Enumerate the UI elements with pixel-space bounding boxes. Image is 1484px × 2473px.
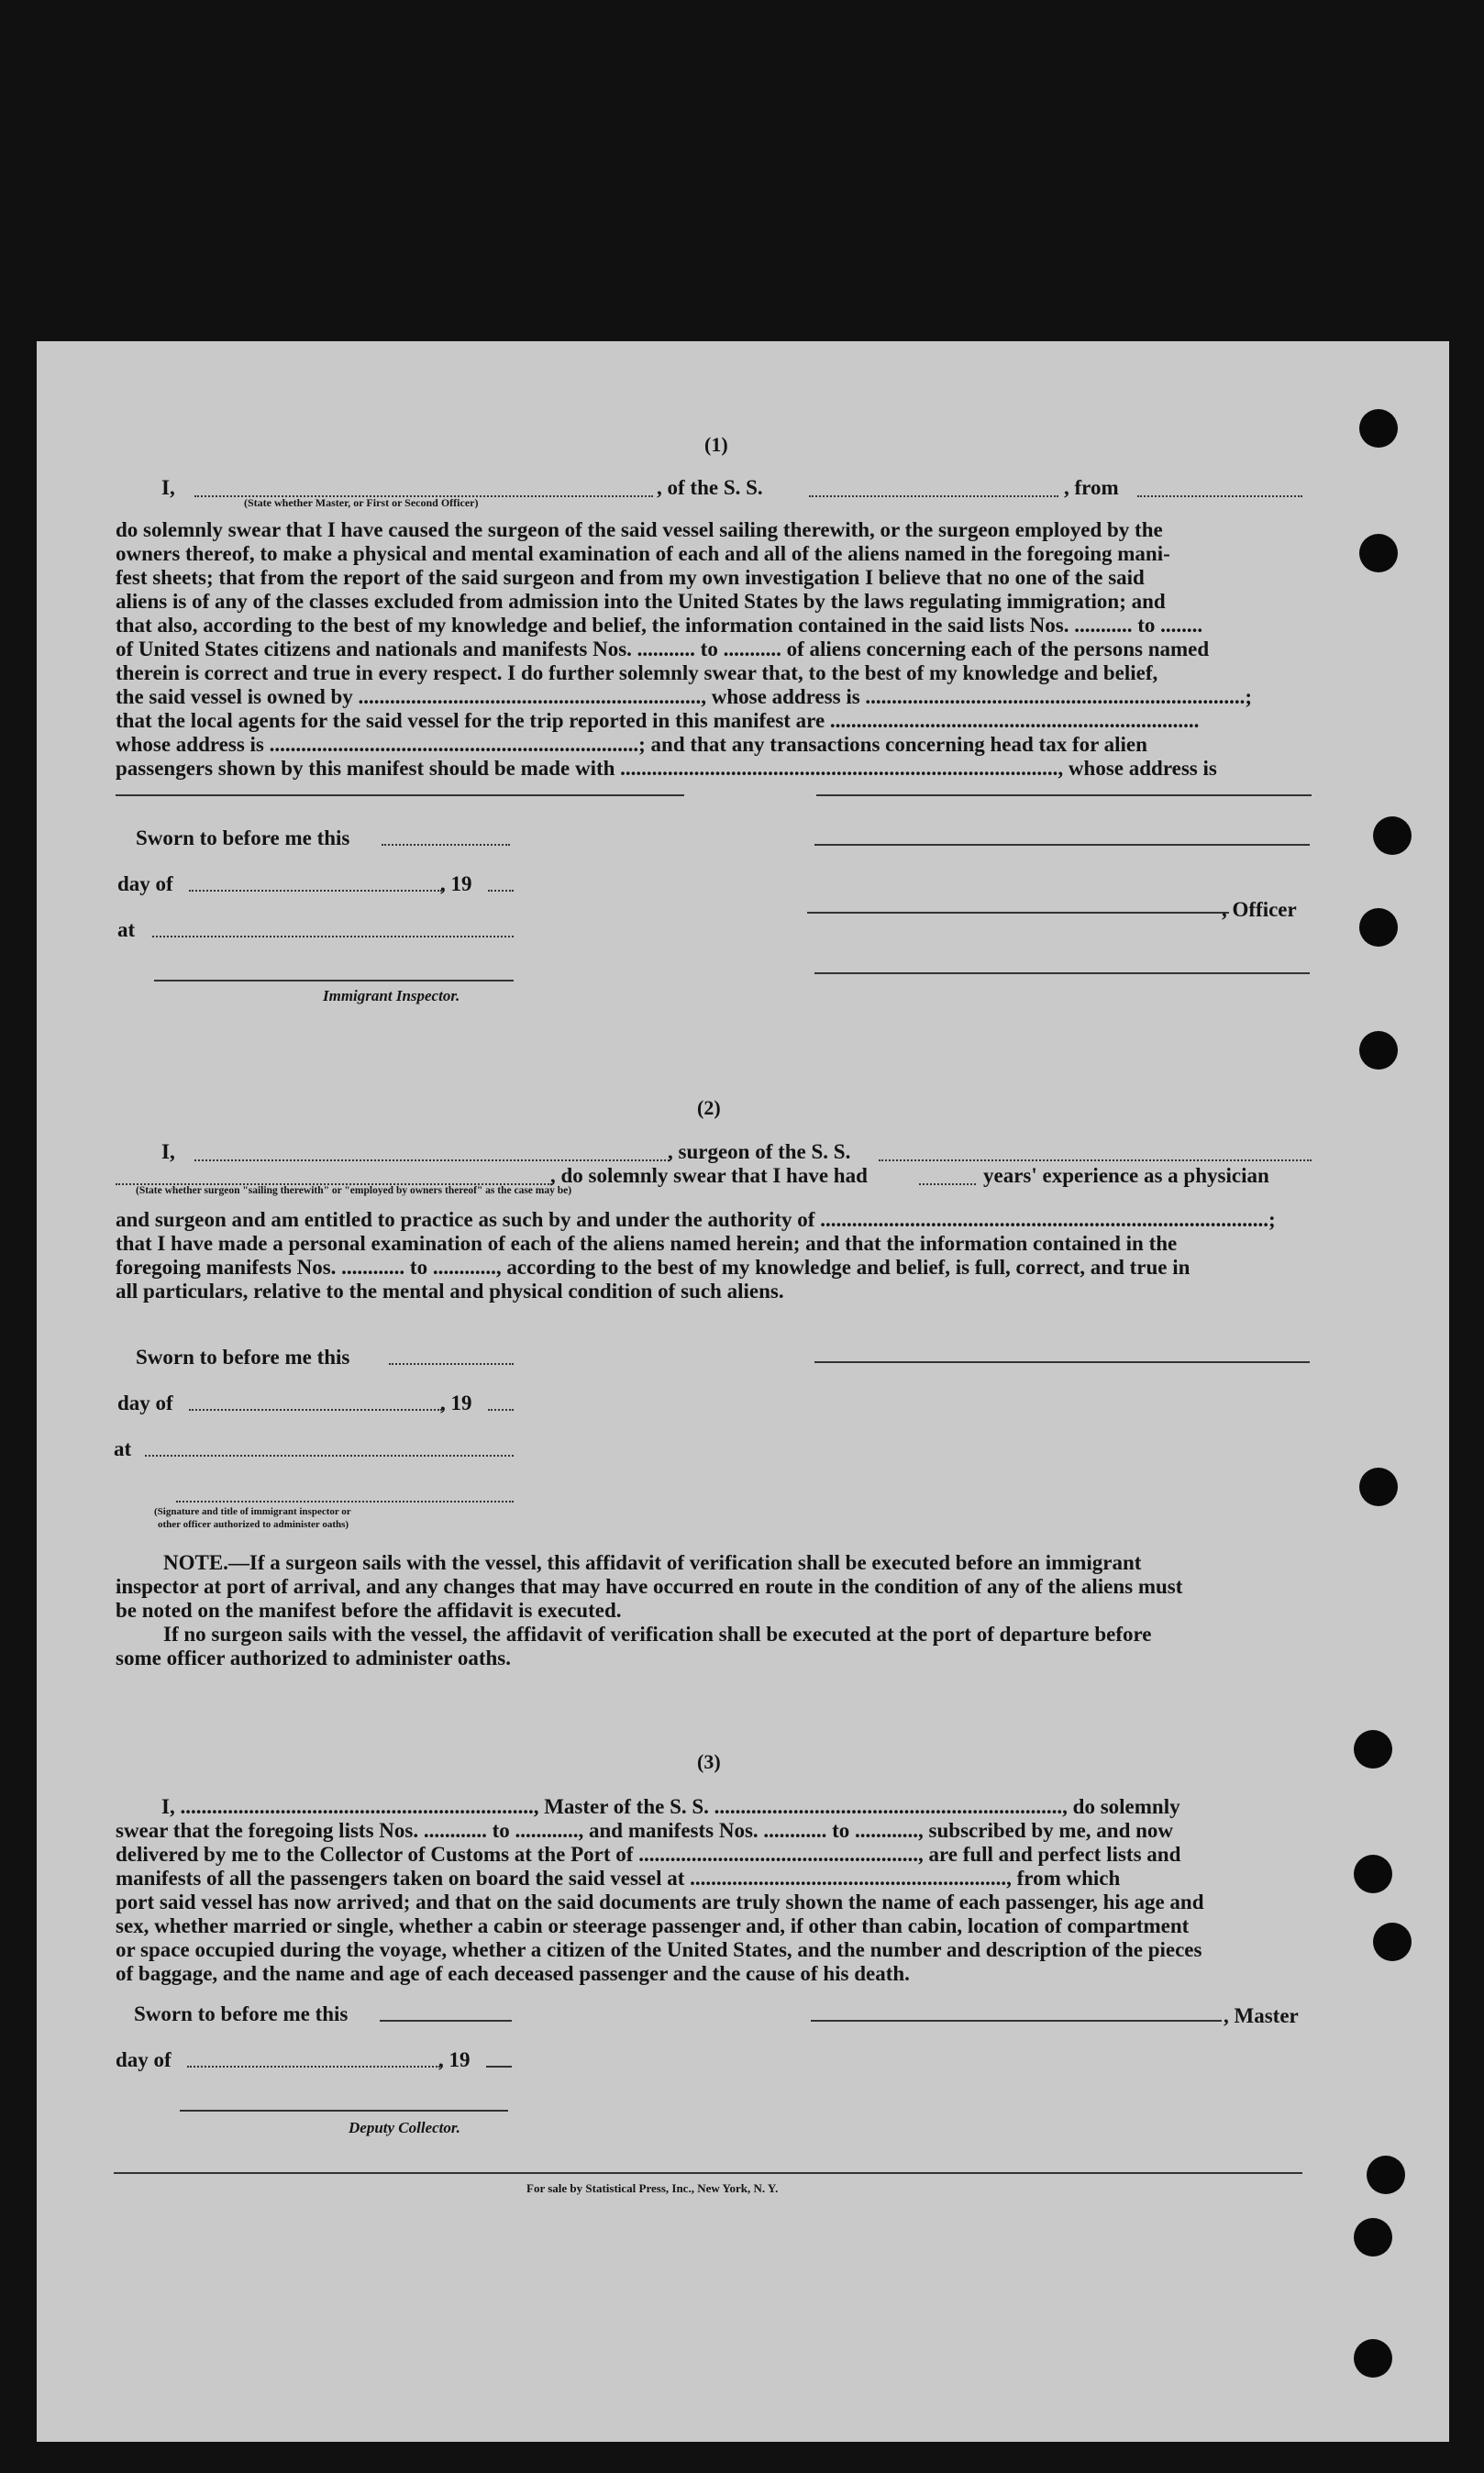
s3-year-label: , 19	[438, 2048, 471, 2071]
section-1-number: (1)	[704, 433, 728, 456]
s3-sworn-label: Sworn to before me this	[134, 2002, 349, 2025]
s1-text-line: the said vessel is owned by ................................................................., whose address is ........................................................................;	[116, 685, 1253, 708]
s1-text-line: do solemnly swear that I have caused the surgeon of the said vessel sailing therewith, or the surgeon employed by the	[116, 518, 1163, 541]
s2-signature-note: other officer authorized to administer oaths)	[158, 1519, 349, 1530]
s1-from-label: , from	[1064, 476, 1119, 499]
s2-sworn-label: Sworn to before me this	[136, 1346, 350, 1369]
printer-imprint: For sale by Statistical Press, Inc., New York, N. Y.	[526, 2181, 779, 2195]
s2-years-field[interactable]	[919, 1183, 976, 1185]
s3-text-line: swear that the foregoing lists Nos. ............ to ............, and manifests Nos. ............ to ............, subscribed by me, and now	[116, 1819, 1174, 1842]
punch-hole	[1354, 2218, 1392, 2257]
s1-day-of-label: day of	[117, 872, 173, 895]
s1-text-line: that the local agents for the said vessel for the trip reported in this manifest are ......................................................................	[116, 709, 1200, 732]
punch-hole	[1359, 534, 1398, 572]
s2-surgeon-signature-line[interactable]	[814, 1361, 1310, 1363]
s1-text-line: that also, according to the best of my knowledge and belief, the information contained in the said lists Nos. ........... to ........	[116, 614, 1203, 637]
s2-surgeon-name-field[interactable]	[194, 1159, 670, 1161]
s1-address-line[interactable]	[116, 794, 684, 796]
s1-text-line: whose address is ......................................................................; and that any transactions concerning head tax for alien	[116, 733, 1147, 756]
s3-text-line: of baggage, and the name and age of each deceased passenger and the cause of his death.	[116, 1962, 910, 1985]
s2-text-line: that I have made a personal examination of each of the aliens named herein; and that the information contained in the	[116, 1232, 1178, 1255]
s2-day-of-label: day of	[117, 1392, 173, 1414]
s2-signature-note: (Signature and title of immigrant inspector or	[154, 1506, 351, 1517]
s1-officer-signature-line-1[interactable]	[814, 844, 1310, 846]
s2-vessel-name-field[interactable]	[879, 1159, 1312, 1161]
s3-deputy-label: Deputy Collector.	[349, 2119, 460, 2136]
s1-at-field[interactable]	[152, 936, 514, 937]
note-text-line: If no surgeon sails with the vessel, the affidavit of verification shall be executed at the port of departure before	[163, 1623, 1152, 1646]
s1-inspector-signature-line[interactable]	[154, 980, 514, 981]
s3-text-line: port said vessel has now arrived; and that on the said documents are truly shown the name of each passenger, his age and	[116, 1891, 1204, 1913]
punch-hole	[1359, 1468, 1398, 1506]
s2-surgeon-of-label: , surgeon of the S. S.	[668, 1140, 851, 1163]
s3-master-label: , Master	[1224, 2004, 1299, 2027]
s1-officer-signature-line-2[interactable]	[807, 912, 1229, 914]
s1-at-label: at	[117, 918, 136, 941]
s1-sworn-label: Sworn to before me this	[136, 826, 350, 849]
s1-sworn-day-field[interactable]	[382, 844, 510, 846]
s1-text-line: therein is correct and true in every respect. I do further solemnly swear that, to the best of my knowledge and belief,	[116, 661, 1158, 684]
s1-text-line: owners thereof, to make a physical and mental examination of each and all of the aliens named in the foregoing mani-	[116, 542, 1170, 565]
s3-deputy-signature-line[interactable]	[180, 2110, 508, 2112]
s2-year-field[interactable]	[488, 1409, 514, 1411]
s3-master-signature-line[interactable]	[811, 2020, 1222, 2022]
punch-hole	[1354, 1730, 1392, 1769]
s2-sworn-day-field[interactable]	[389, 1363, 514, 1365]
s3-text-line: or space occupied during the voyage, whether a citizen of the United States, and the number and description of the pieces	[116, 1938, 1202, 1961]
s1-officer-note: (State whether Master, or First or Second Officer)	[244, 496, 479, 509]
punch-hole	[1354, 2339, 1392, 2378]
s1-officer-label: , Officer	[1222, 898, 1297, 921]
s1-vessel-name-field[interactable]	[809, 495, 1058, 497]
s2-text-line: all particulars, relative to the mental and physical condition of such aliens.	[116, 1280, 784, 1303]
s1-text-line: fest sheets; that from the report of the said surgeon and from my own investigation I believe that no one of the said	[116, 566, 1145, 589]
s3-month-field[interactable]	[187, 2066, 440, 2068]
punch-hole	[1373, 816, 1412, 855]
s1-text-line: passengers shown by this manifest should be made with ..................................................................................., whose address is	[116, 757, 1217, 780]
s2-text-line: and surgeon and am entitled to practice as such by and under the authority of .....................................................................................;	[116, 1208, 1276, 1231]
s1-of-ss-label: , of the S. S.	[657, 476, 763, 499]
s1-month-field[interactable]	[189, 890, 442, 892]
footer-rule	[114, 2172, 1302, 2174]
s3-text-line: delivered by me to the Collector of Customs at the Port of ....................................................., are full and perfect lists and	[116, 1843, 1181, 1866]
s1-year-label: , 19	[440, 872, 472, 895]
note-text-line: some officer authorized to administer oaths.	[116, 1647, 511, 1669]
s1-year-field[interactable]	[488, 890, 514, 892]
s2-at-field[interactable]	[145, 1455, 514, 1457]
note-text-line: be noted on the manifest before the affidavit is executed.	[116, 1599, 622, 1622]
s2-at-label: at	[114, 1437, 132, 1460]
punch-hole	[1373, 1923, 1412, 1961]
punch-hole	[1354, 1855, 1392, 1893]
s2-month-field[interactable]	[189, 1409, 442, 1411]
s3-text-line: manifests of all the passengers taken on board the said vessel at ............................................................, from which	[116, 1867, 1121, 1890]
s2-year-label: , 19	[440, 1392, 472, 1414]
s1-from-field[interactable]	[1137, 495, 1302, 497]
s1-i-label: I,	[161, 476, 175, 499]
s2-surgeon-note: (State whether surgeon "sailing therewith" or "employed by owners thereof" as the case may be)	[136, 1185, 572, 1196]
s2-years-label: years' experience as a physician	[983, 1164, 1269, 1187]
note-text-line: NOTE.—If a surgeon sails with the vessel, this affidavit of verification shall be executed before an immigrant	[163, 1551, 1142, 1574]
s3-year-field[interactable]	[486, 2066, 512, 2068]
s3-text-line: sex, whether married or single, whether a cabin or steerage passenger and, if other than cabin, location of compartment	[116, 1914, 1190, 1937]
s1-officer-signature-line-3[interactable]	[814, 972, 1310, 974]
note-text-line: inspector at port of arrival, and any changes that may have occurred en route in the condition of any of the aliens must	[116, 1575, 1183, 1598]
punch-hole	[1359, 409, 1398, 448]
s3-day-of-label: day of	[116, 2048, 172, 2071]
punch-hole	[1367, 2156, 1405, 2194]
punch-hole	[1359, 1031, 1398, 1070]
s1-address-line-right[interactable]	[816, 794, 1312, 796]
s1-inspector-label: Immigrant Inspector.	[323, 987, 460, 1004]
section-2-number: (2)	[697, 1096, 721, 1119]
s3-text-line: I, ..................................................................., Master of the S. S. .................................................................., do solemnly	[161, 1795, 1180, 1818]
section-3-number: (3)	[697, 1750, 721, 1773]
punch-hole	[1359, 908, 1398, 947]
s3-sworn-day-field[interactable]	[380, 2020, 512, 2022]
s2-i-label: I,	[161, 1140, 175, 1163]
s1-text-line: of United States citizens and nationals and manifests Nos. ........... to ........... of aliens concerning each of the persons named	[116, 638, 1210, 660]
s2-signature-field[interactable]	[176, 1501, 514, 1503]
s2-text-line: foregoing manifests Nos. ............ to ............, according to the best of my knowledge and belief, is full, correct, and true in	[116, 1256, 1191, 1279]
s2-swear-label: , do solemnly swear that I have had	[550, 1164, 868, 1187]
s1-text-line: aliens is of any of the classes excluded from admission into the United States by the laws regulating immigration; and	[116, 590, 1166, 613]
